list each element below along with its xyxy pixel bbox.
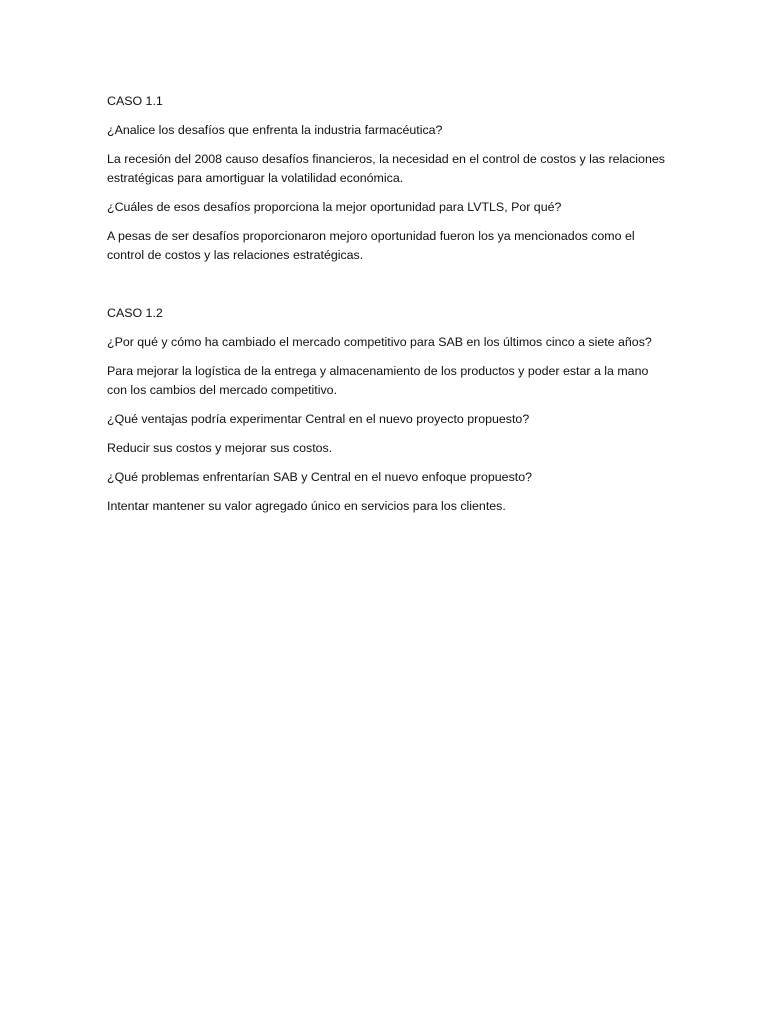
case-2-answer-2: Reducir sus costos y mejorar sus costos. (107, 441, 333, 455)
document-content (107, 92, 667, 526)
case-2-question-3: ¿Qué problemas enfrentarían SAB y Central en el nuevo enfoque propuesto? (107, 470, 532, 484)
case-2-title: CASO 1.2 (107, 306, 163, 320)
case-2-answer-3: Intentar mantener su valor agregado único en servicios para los clientes. (107, 499, 506, 513)
case-2-question-2: ¿Qué ventajas podría experimentar Central en el nuevo proyecto propuesto? (107, 412, 530, 426)
case-2-answer-1: Para mejorar la logística de la entrega y almacenamiento de los productos y poder estar a la mano con los cambios del mercado competitivo. (107, 364, 649, 397)
case-1-answer-1: La recesión del 2008 causo desafíos financieros, la necesidad en el control de costos y las relaciones estratégicas para amortiguar la volatilidad económica. (107, 152, 665, 185)
case-1-question-1: ¿Analice los desafíos que enfrenta la industria farmacéutica? (107, 123, 443, 137)
case-1-question-2: ¿Cuáles de esos desafíos proporciona la mejor oportunidad para LVTLS, Por qué? (107, 200, 562, 214)
case-2-question-1: ¿Por qué y cómo ha cambiado el mercado competitivo para SAB en los últimos cinco a siete años? (107, 335, 652, 349)
case-1-title: CASO 1.1 (107, 94, 163, 108)
case-1-answer-2: A pesas de ser desafíos proporcionaron mejoro oportunidad fueron los ya mencionados como el control de costos y las relaciones estratégicas. (107, 229, 635, 262)
section-spacer (107, 275, 667, 304)
